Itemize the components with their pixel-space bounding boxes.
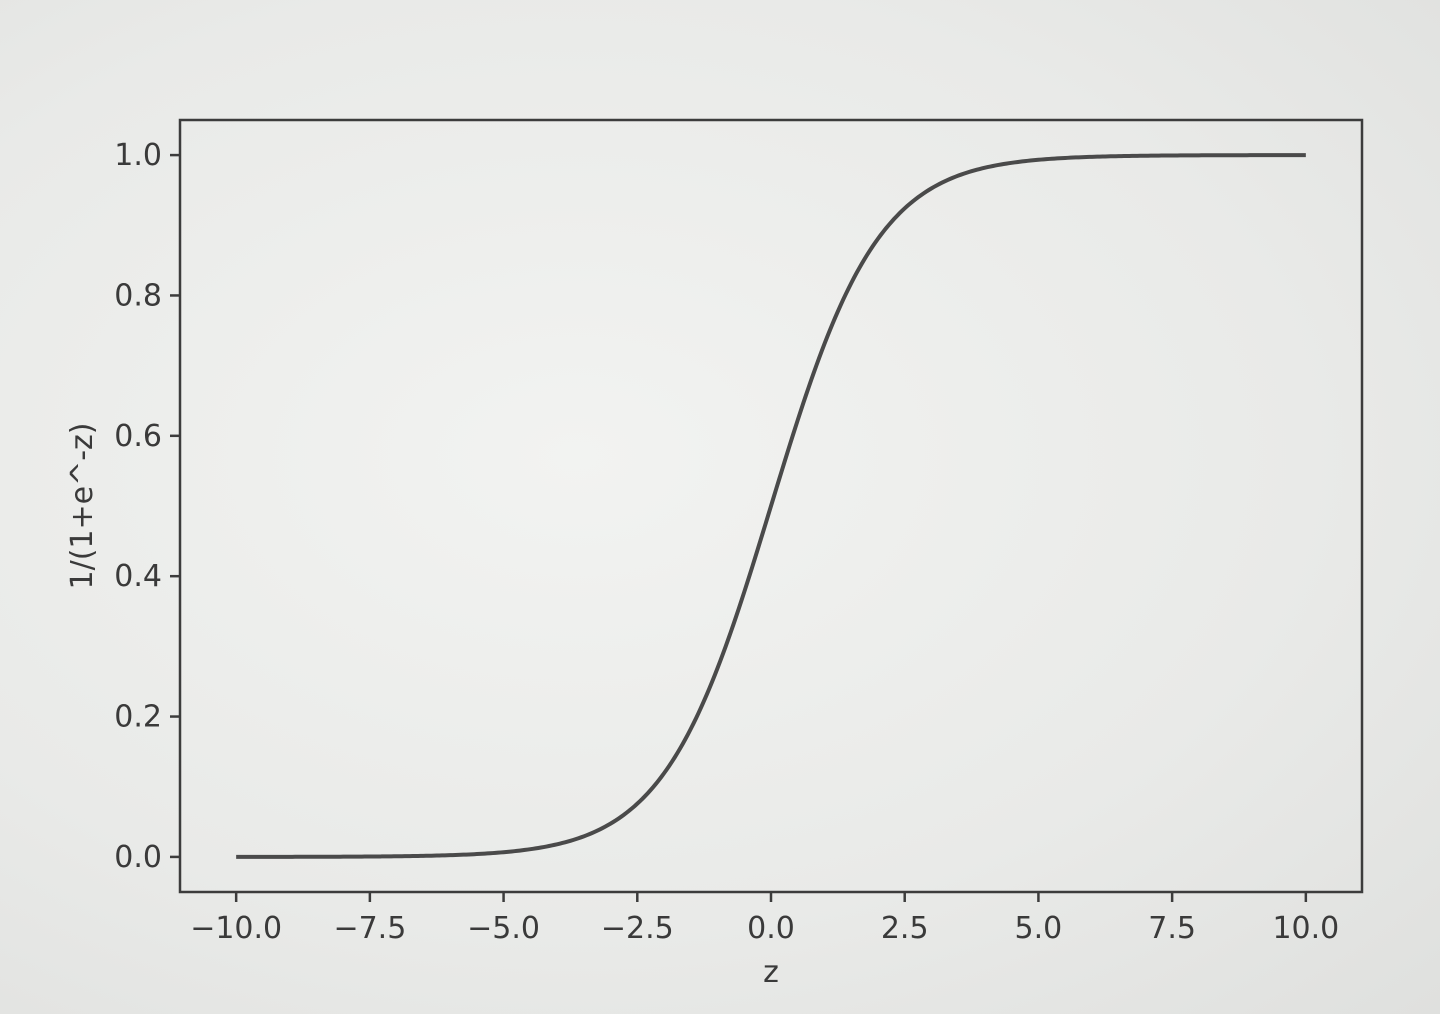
x-tick-label: −2.5 — [600, 911, 674, 946]
y-tick-label: 0.4 — [114, 559, 162, 595]
sigmoid-curve — [236, 155, 1306, 857]
x-tick-label: −10.0 — [190, 911, 283, 946]
y-tick-label: 0.8 — [114, 278, 162, 314]
y-axis — [114, 138, 180, 875]
y-tick-label: 1.0 — [114, 138, 162, 174]
x-tick-label: 10.0 — [1272, 911, 1340, 946]
x-tick-label: 0.0 — [747, 911, 795, 946]
x-axis-label: z — [763, 955, 779, 990]
x-tick-label: 5.0 — [1014, 911, 1063, 946]
y-tick-label: 0.0 — [114, 839, 162, 875]
x-tick-label: −5.0 — [467, 911, 541, 946]
x-tick-label: 2.5 — [880, 911, 929, 946]
x-axis — [190, 892, 1339, 946]
y-axis-label: 1/(1+e^-z) — [65, 422, 100, 590]
y-tick-label: 0.6 — [114, 418, 162, 454]
x-tick-label: 7.5 — [1148, 911, 1196, 946]
y-tick-label: 0.2 — [114, 699, 162, 735]
x-tick-label: −7.5 — [333, 911, 407, 946]
